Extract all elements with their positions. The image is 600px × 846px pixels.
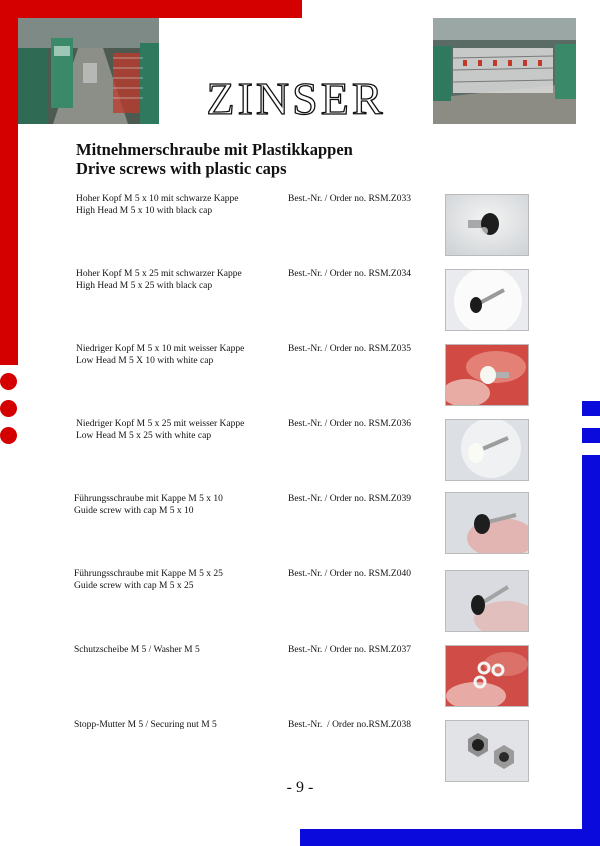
item-line-english: Low Head M 5 X 10 with white cap: [76, 356, 214, 366]
heading-german: Mitnehmerschraube mit Plastikkappen: [76, 140, 353, 159]
page-number: - 9 -: [286, 779, 314, 796]
item-order-number: Best.-Nr. / Order no. RSM.Z039: [288, 494, 411, 504]
product-item-2: [0, 268, 600, 338]
product-photo: [445, 720, 529, 782]
item-order-number: Best.-Nr. / Order no. RSM.Z034: [288, 269, 411, 279]
item-line-english: Guide screw with cap M 5 x 25: [74, 581, 194, 591]
item-line-german: Niedriger Kopf M 5 x 25 mit weisser Kappe: [76, 419, 245, 429]
item-line-german: Führungsschraube mit Kappe M 5 x 25: [74, 569, 223, 579]
product-item-6: [0, 568, 600, 638]
product-item-5: [0, 493, 600, 563]
item-line-german: Hoher Kopf M 5 x 10 mit schwarze Kappe: [76, 194, 239, 204]
product-photo: [445, 269, 529, 331]
item-description: [74, 568, 223, 592]
red-top-bar: [0, 0, 302, 18]
item-description: [76, 343, 244, 367]
item-line-german: Hoher Kopf M 5 x 25 mit schwarzer Kappe: [76, 269, 242, 279]
item-order-number: Best.-Nr. / Order no.RSM.Z038: [288, 720, 411, 730]
item-order-number: Best.-Nr. / Order no. RSM.Z036: [288, 419, 411, 429]
item-line-german: Führungsschraube mit Kappe M 5 x 10: [74, 494, 223, 504]
item-line-english: Low Head M 5 x 25 with white cap: [76, 431, 212, 441]
item-description: [74, 719, 217, 731]
item-order-number: Best.-Nr. / Order no. RSM.Z037: [288, 645, 411, 655]
item-line-english: Guide screw with cap M 5 x 10: [74, 506, 194, 516]
item-order-number: Best.-Nr. / Order no. RSM.Z040: [288, 569, 411, 579]
item-order-number: Best.-Nr. / Order no. RSM.Z035: [288, 344, 411, 354]
item-description: [76, 268, 242, 292]
product-photo: [445, 570, 529, 632]
product-item-1: [0, 193, 600, 263]
heading-english: Drive screws with plastic caps: [76, 159, 287, 178]
item-description: [74, 493, 223, 517]
item-order-number: Best.-Nr. / Order no. RSM.Z033: [288, 194, 411, 204]
product-photo: [445, 419, 529, 481]
item-line-german: Stopp-Mutter M 5 / Securing nut M 5: [74, 720, 217, 730]
blue-bottom-bar: [300, 829, 600, 846]
brand-title: ZINSER: [206, 73, 386, 124]
product-item-7: [0, 644, 600, 714]
product-item-4: [0, 418, 600, 488]
product-photo: [445, 645, 529, 707]
item-description: [74, 644, 200, 656]
item-line-english: High Head M 5 x 25 with black cap: [76, 281, 213, 291]
item-description: [76, 418, 244, 442]
factory-photo-left: [18, 18, 159, 124]
item-line-german: Schutzscheibe M 5 / Washer M 5: [74, 645, 200, 655]
factory-photo-right: [433, 18, 576, 124]
product-photo: [445, 194, 529, 256]
item-line-german: Niedriger Kopf M 5 x 10 mit weisser Kappe: [76, 344, 245, 354]
product-photo: [445, 344, 529, 406]
product-item-3: [0, 343, 600, 413]
item-description: [76, 193, 239, 217]
item-line-english: High Head M 5 x 10 with black cap: [76, 206, 213, 216]
product-photo: [445, 492, 529, 554]
